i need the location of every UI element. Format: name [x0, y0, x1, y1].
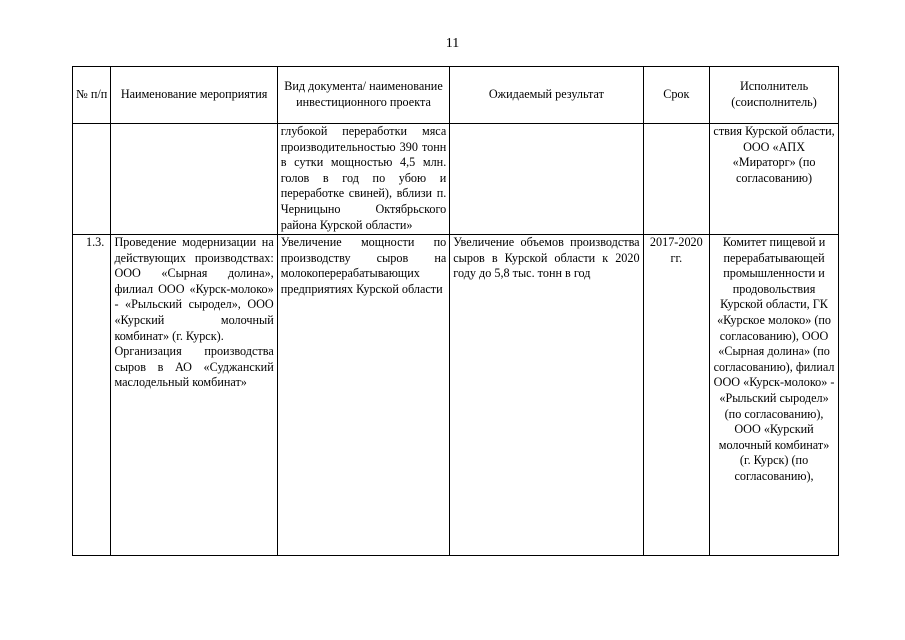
- header-executor: Исполнитель (соисполнитель): [710, 67, 839, 124]
- cell-executor: Комитет пищевой и перерабатывающей промышленности и продовольствия Курской области, ГК «Курское молоко» (по согласованию), ООО «Сырная долина» (по согласованию), филиал ООО «Курск-молоко» - «Рыльский сыродел» (по согласованию), ООО «Курский молочный комбинат» (г. Курск) (по согласованию),: [710, 235, 839, 556]
- cell-term: 2017-2020 гг.: [643, 235, 710, 556]
- table-row: [73, 235, 839, 556]
- event-text-modernization: Проведение модернизации на действующих производствах: ООО «Сырная долина», филиал ООО «Курск-молоко» - «Рыльский сыродел», ООО «Курский молочный комбинат» (г. Курск).: [114, 235, 274, 343]
- cell-result: [450, 124, 643, 235]
- cell-document: Увеличение мощности по производству сыров на молокоперерабатывающих предприятиях Курской области: [277, 235, 450, 556]
- measures-table: [72, 66, 839, 556]
- header-event: Наименование мероприятия: [111, 67, 277, 124]
- cell-term: [643, 124, 710, 235]
- page-number: 11: [445, 36, 460, 51]
- event-text-organization: Организация производства сыров в АО «Суджанский маслодельный комбинат»: [114, 344, 274, 390]
- cell-event: [111, 124, 277, 235]
- header-result: Ожидаемый результат: [450, 67, 643, 124]
- table-row: [73, 124, 839, 235]
- table-header-row: [73, 67, 839, 124]
- cell-event: [111, 235, 277, 556]
- cell-number: [73, 124, 111, 235]
- header-term: Срок: [643, 67, 710, 124]
- cell-result: Увеличение объемов производства сыров в Курской области к 2020 году до 5,8 тыс. тонн в год: [450, 235, 643, 556]
- header-document: Вид документа/ наименование инвестиционного проекта: [277, 67, 450, 124]
- cell-number: 1.3.: [73, 235, 111, 556]
- cell-executor: ствия Курской области, ООО «АПХ «Мираторг» (по согласованию): [710, 124, 839, 235]
- header-number: № п/п: [73, 67, 111, 124]
- cell-document: глубокой переработки мяса производительностью 390 тонн в сутки мощностью 4,5 млн. голов в год по убою и переработке свиней), вблизи п. Черницыно Октябрьского района Курской области»: [277, 124, 450, 235]
